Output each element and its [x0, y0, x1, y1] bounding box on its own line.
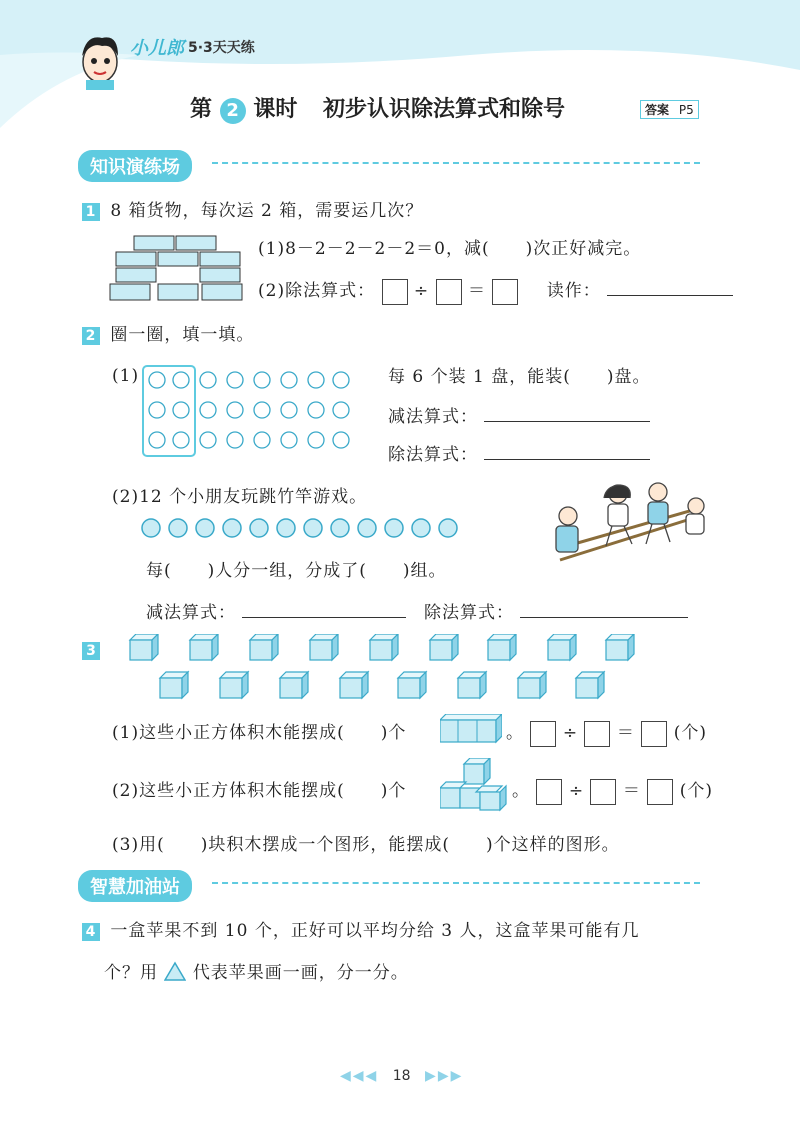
q2-p2-sub-row — [146, 598, 406, 623]
answer-label: 答案 — [645, 103, 670, 117]
answer-ref — [640, 100, 699, 119]
period: 。 — [512, 781, 530, 801]
q3-p1-divisor-box[interactable] — [584, 721, 610, 747]
fruit-grid — [140, 362, 356, 458]
section-divider — [212, 882, 700, 884]
series-name: 5·3天天练 — [188, 40, 255, 56]
page-footer — [340, 1068, 463, 1084]
q2-stem-row — [82, 320, 254, 345]
children-circles — [140, 516, 460, 540]
q4-line1 — [82, 916, 639, 941]
q2-number: 2 — [82, 327, 100, 345]
q3-p1-eq — [506, 718, 707, 747]
lesson-suffix: 课时 — [253, 97, 298, 122]
section-divider — [212, 162, 700, 164]
eq-sign: ＝ — [622, 781, 641, 801]
q2-p2-div-label: 除法算式： — [424, 603, 514, 623]
bamboo-dance-illustration — [540, 478, 710, 578]
q1-stem-row — [82, 196, 423, 221]
quotient-box[interactable] — [492, 279, 518, 305]
dividend-box[interactable] — [382, 279, 408, 305]
answer-page: P5 — [678, 103, 694, 117]
q1-part1: (1)8－2－2－2－2＝0，减( )次正好减完。 — [258, 239, 642, 259]
lesson-prefix: 第 — [190, 97, 213, 122]
q1-stem: 8 箱货物，每次运 2 箱，需要运几次？ — [110, 201, 424, 221]
eq-sign: ＝ — [467, 281, 486, 301]
q3-p1-quotient-box[interactable] — [641, 721, 667, 747]
div-sign: ÷ — [413, 281, 430, 301]
next-arrows-icon: ▶▶▶ — [425, 1068, 464, 1084]
q2-p2-sub-answer-line[interactable] — [242, 601, 406, 618]
q4-line2-b: 代表苹果画一画，分一分。 — [192, 963, 409, 983]
period: 。 — [506, 723, 524, 743]
q3-p1-text: (1)这些小正方体积木能摆成( )个 — [112, 723, 407, 743]
q2-sub-label: 减法算式： — [388, 407, 478, 427]
three-cube-row-shape — [440, 714, 502, 744]
mascot-logo — [72, 28, 128, 90]
q3-p1-dividend-box[interactable] — [530, 721, 556, 747]
q2-p2-div-answer-line[interactable] — [520, 601, 688, 618]
q2-p1-text: 每 6 个装 1 盘，能装( )盘。 — [388, 367, 651, 387]
divisor-box[interactable] — [436, 279, 462, 305]
div-sign: ÷ — [568, 781, 585, 801]
q3-p2-divisor-box[interactable] — [590, 779, 616, 805]
q1-part2 — [258, 276, 733, 305]
unit-label: (个) — [673, 723, 707, 743]
fruit-grid-icon — [140, 362, 356, 458]
kids-bamboo-dance-icon — [540, 478, 710, 578]
q4-line2 — [104, 958, 409, 983]
q3-p2-row — [112, 776, 406, 801]
cubes-illustration — [128, 634, 668, 700]
three-cubes-row-icon — [440, 714, 502, 744]
q2-stem: 圈一圈，填一填。 — [110, 325, 255, 345]
children-circles-icon — [140, 516, 460, 540]
q3-p2-eq — [512, 776, 713, 805]
q3-p1-row — [112, 718, 406, 743]
q2-p1-sub-row — [388, 402, 650, 427]
q3-p3-text: (3)用( )块积木摆成一个图形，能摆成( )个这样的图形。 — [112, 835, 620, 855]
q2-div-label: 除法算式： — [388, 445, 478, 465]
q2-sub-answer-line[interactable] — [484, 405, 650, 422]
q2-p2-div-row — [424, 598, 688, 623]
cargo-boxes-illustration — [108, 234, 248, 302]
q3-p2-dividend-box[interactable] — [536, 779, 562, 805]
q1-number: 1 — [82, 203, 100, 221]
q4-line1-text: 一盒苹果不到 10 个，正好可以平均分给 3 人，这盒苹果可能有几 — [110, 921, 640, 941]
read-label: 读作： — [546, 281, 601, 301]
q1-part2-prefix: (2)除法算式： — [258, 281, 376, 301]
unit-label: (个) — [679, 781, 713, 801]
page-title — [190, 92, 565, 124]
q4-number: 4 — [82, 923, 100, 941]
q2-div-answer-line[interactable] — [484, 443, 650, 460]
q2-p2-sub-label: 减法算式： — [146, 603, 236, 623]
stacked-cubes-icon — [440, 758, 510, 812]
q3-number-row — [82, 640, 100, 660]
q2-p1-div-row — [388, 440, 650, 465]
q4-line2-a: 个？用 — [104, 963, 158, 983]
l-cube-shape — [440, 758, 510, 812]
q3-p2-quotient-box[interactable] — [647, 779, 673, 805]
q2-p1-label: (1) — [112, 366, 140, 386]
read-answer-line[interactable] — [607, 279, 733, 296]
cargo-boxes-icon — [108, 234, 248, 302]
brand-name: 小儿郎 — [130, 38, 184, 59]
q3-p2-text: (2)这些小正方体积木能摆成( )个 — [112, 781, 407, 801]
cubes-icon — [128, 634, 668, 700]
page-number: 18 — [392, 1068, 411, 1084]
lesson-title: 初步认识除法算式和除号 — [323, 97, 566, 122]
q3-number: 3 — [82, 642, 100, 660]
div-sign: ÷ — [562, 723, 579, 743]
section-knowledge-practice: 知识演练场 — [78, 150, 192, 182]
boy-mascot-icon — [72, 28, 128, 90]
prev-arrows-icon: ◀◀◀ — [340, 1068, 379, 1084]
q2-p2-text: (2)12 个小朋友玩跳竹竿游戏。 — [112, 487, 368, 507]
triangle-icon — [164, 961, 186, 981]
eq-sign: ＝ — [616, 723, 635, 743]
lesson-number-badge: 2 — [220, 98, 246, 124]
section-wisdom-station: 智慧加油站 — [78, 870, 192, 902]
q2-p2-fill: 每( )人分一组，分成了( )组。 — [146, 561, 447, 581]
